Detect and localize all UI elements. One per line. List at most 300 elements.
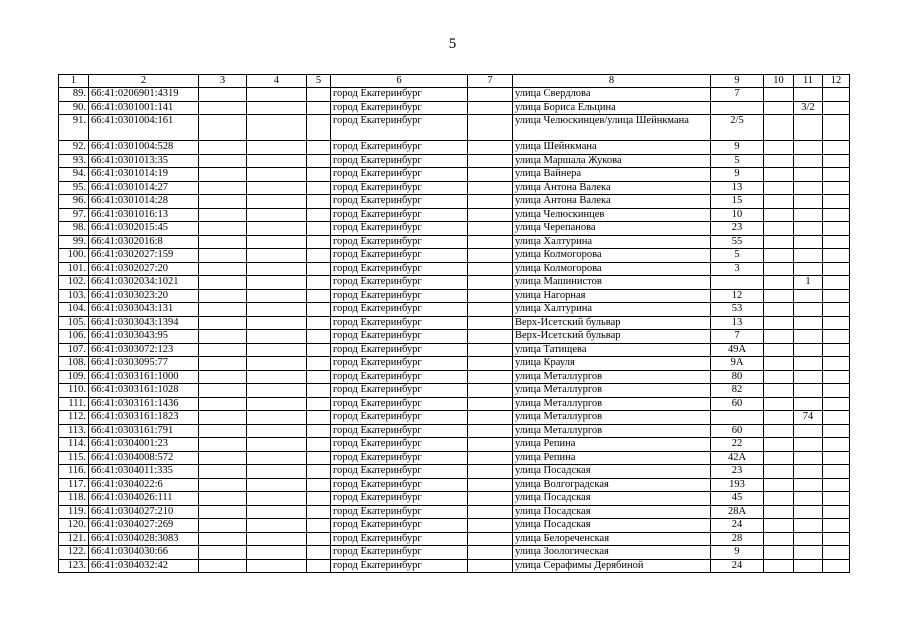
house-number-cell: 7 <box>711 88 764 102</box>
cadastral-number-cell: 66:41:0304008:572 <box>89 451 199 465</box>
row-number-cell: 111. <box>59 397 89 411</box>
cadastral-number-cell: 66:41:0301013:35 <box>89 154 199 168</box>
building-number-cell <box>794 262 823 276</box>
table-row <box>59 370 850 384</box>
row-number-cell: 102. <box>59 276 89 290</box>
building-number-cell <box>794 424 823 438</box>
city-cell: город Екатеринбург <box>331 316 468 330</box>
col10-cell <box>764 101 794 115</box>
col5-cell <box>307 492 331 506</box>
col7-cell <box>468 370 513 384</box>
house-number-cell: 5 <box>711 249 764 263</box>
city-cell: город Екатеринбург <box>331 451 468 465</box>
street-cell: улица Волгоградская <box>513 478 711 492</box>
col5-cell <box>307 397 331 411</box>
street-cell: улица Металлургов <box>513 411 711 425</box>
house-number-cell <box>711 101 764 115</box>
table-row <box>59 546 850 560</box>
row-number-cell: 101. <box>59 262 89 276</box>
building-number-cell <box>794 532 823 546</box>
col3-cell <box>199 141 247 155</box>
column-header-3: 3 <box>199 75 247 88</box>
street-cell: улица Халтурина <box>513 303 711 317</box>
column-header-12: 12 <box>823 75 850 88</box>
table-row <box>59 343 850 357</box>
col7-cell <box>468 505 513 519</box>
building-number-cell <box>794 222 823 236</box>
col10-cell <box>764 343 794 357</box>
col12-cell <box>823 303 850 317</box>
col4-cell <box>247 330 307 344</box>
col4-cell <box>247 222 307 236</box>
col12-cell <box>823 262 850 276</box>
col4-cell <box>247 303 307 317</box>
col4-cell <box>247 411 307 425</box>
col10-cell <box>764 88 794 102</box>
col12-cell <box>823 357 850 371</box>
col12-cell <box>823 141 850 155</box>
col5-cell <box>307 519 331 533</box>
col3-cell <box>199 492 247 506</box>
building-number-cell <box>794 249 823 263</box>
street-cell: улица Посадская <box>513 505 711 519</box>
col12-cell <box>823 330 850 344</box>
col3-cell <box>199 181 247 195</box>
row-number-cell: 117. <box>59 478 89 492</box>
col10-cell <box>764 451 794 465</box>
city-cell: город Екатеринбург <box>331 397 468 411</box>
col4-cell <box>247 384 307 398</box>
table-row <box>59 559 850 573</box>
city-cell: город Екатеринбург <box>331 195 468 209</box>
col5-cell <box>307 168 331 182</box>
building-number-cell: 3/2 <box>794 101 823 115</box>
house-number-cell: 9 <box>711 141 764 155</box>
house-number-cell: 24 <box>711 559 764 573</box>
row-number-cell: 106. <box>59 330 89 344</box>
col4-cell <box>247 276 307 290</box>
row-number-cell: 109. <box>59 370 89 384</box>
cadastral-number-cell: 66:41:0304022:6 <box>89 478 199 492</box>
col3-cell <box>199 411 247 425</box>
city-cell: город Екатеринбург <box>331 330 468 344</box>
col7-cell <box>468 384 513 398</box>
city-cell: город Екатеринбург <box>331 168 468 182</box>
cadastral-number-cell: 66:41:0303043:95 <box>89 330 199 344</box>
col5-cell <box>307 115 331 141</box>
city-cell: город Екатеринбург <box>331 141 468 155</box>
col4-cell <box>247 424 307 438</box>
table-row <box>59 154 850 168</box>
col5-cell <box>307 208 331 222</box>
col5-cell <box>307 343 331 357</box>
col3-cell <box>199 559 247 573</box>
col10-cell <box>764 478 794 492</box>
row-number-cell: 107. <box>59 343 89 357</box>
col4-cell <box>247 168 307 182</box>
table-row <box>59 316 850 330</box>
col5-cell <box>307 424 331 438</box>
col4-cell <box>247 235 307 249</box>
house-number-cell: 24 <box>711 519 764 533</box>
street-cell: улица Шейнкмана <box>513 141 711 155</box>
column-header-1: 1 <box>59 75 89 88</box>
col3-cell <box>199 316 247 330</box>
building-number-cell: 74 <box>794 411 823 425</box>
building-number-cell <box>794 303 823 317</box>
row-number-cell: 96. <box>59 195 89 209</box>
street-cell: улица Металлургов <box>513 397 711 411</box>
col3-cell <box>199 370 247 384</box>
row-number-cell: 110. <box>59 384 89 398</box>
col4-cell <box>247 262 307 276</box>
city-cell: город Екатеринбург <box>331 262 468 276</box>
table-row <box>59 235 850 249</box>
cadastral-number-cell: 66:41:0304030:66 <box>89 546 199 560</box>
col10-cell <box>764 546 794 560</box>
header-row <box>59 75 850 88</box>
col7-cell <box>468 438 513 452</box>
house-number-cell: 15 <box>711 195 764 209</box>
building-number-cell <box>794 88 823 102</box>
col3-cell <box>199 330 247 344</box>
city-cell: город Екатеринбург <box>331 235 468 249</box>
col3-cell <box>199 168 247 182</box>
street-cell: улица Белореченская <box>513 532 711 546</box>
city-cell: город Екатеринбург <box>331 303 468 317</box>
row-number-cell: 123. <box>59 559 89 573</box>
col5-cell <box>307 141 331 155</box>
table-row <box>59 357 850 371</box>
city-cell: город Екатеринбург <box>331 208 468 222</box>
table-row <box>59 330 850 344</box>
col7-cell <box>468 289 513 303</box>
col7-cell <box>468 141 513 155</box>
building-number-cell <box>794 519 823 533</box>
cadastral-number-cell: 66:41:0302015:45 <box>89 222 199 236</box>
row-number-cell: 112. <box>59 411 89 425</box>
table-row <box>59 88 850 102</box>
col12-cell <box>823 465 850 479</box>
city-cell: город Екатеринбург <box>331 181 468 195</box>
house-number-cell <box>711 276 764 290</box>
cadastral-number-cell: 66:41:0303161:1000 <box>89 370 199 384</box>
col10-cell <box>764 465 794 479</box>
col12-cell <box>823 316 850 330</box>
building-number-cell <box>794 316 823 330</box>
col10-cell <box>764 330 794 344</box>
col5-cell <box>307 370 331 384</box>
street-cell: Верх-Исетский бульвар <box>513 330 711 344</box>
col7-cell <box>468 208 513 222</box>
street-cell: улица Колмогорова <box>513 249 711 263</box>
col4-cell <box>247 532 307 546</box>
table-row <box>59 478 850 492</box>
cadastral-number-cell: 66:41:0303161:1823 <box>89 411 199 425</box>
house-number-cell: 60 <box>711 424 764 438</box>
col12-cell <box>823 249 850 263</box>
cadastral-number-cell: 66:41:0303095:77 <box>89 357 199 371</box>
col7-cell <box>468 88 513 102</box>
street-cell: улица Металлургов <box>513 370 711 384</box>
col10-cell <box>764 289 794 303</box>
column-header-11: 11 <box>794 75 823 88</box>
col7-cell <box>468 532 513 546</box>
city-cell: город Екатеринбург <box>331 101 468 115</box>
col7-cell <box>468 424 513 438</box>
col5-cell <box>307 88 331 102</box>
col12-cell <box>823 208 850 222</box>
house-number-cell: 22 <box>711 438 764 452</box>
street-cell: улица Черепанова <box>513 222 711 236</box>
col5-cell <box>307 235 331 249</box>
col4-cell <box>247 451 307 465</box>
col3-cell <box>199 195 247 209</box>
col4-cell <box>247 370 307 384</box>
col3-cell <box>199 115 247 141</box>
col4-cell <box>247 438 307 452</box>
col12-cell <box>823 384 850 398</box>
column-header-7: 7 <box>468 75 513 88</box>
col4-cell <box>247 505 307 519</box>
table-row <box>59 438 850 452</box>
street-cell: улица Нагорная <box>513 289 711 303</box>
col10-cell <box>764 411 794 425</box>
city-cell: город Екатеринбург <box>331 465 468 479</box>
cadastral-number-cell: 66:41:0301004:161 <box>89 115 199 141</box>
col5-cell <box>307 532 331 546</box>
table-row <box>59 208 850 222</box>
col12-cell <box>823 411 850 425</box>
building-number-cell: 1 <box>794 276 823 290</box>
row-number-cell: 97. <box>59 208 89 222</box>
city-cell: город Екатеринбург <box>331 222 468 236</box>
col10-cell <box>764 492 794 506</box>
city-cell: город Екатеринбург <box>331 559 468 573</box>
row-number-cell: 114. <box>59 438 89 452</box>
row-number-cell: 100. <box>59 249 89 263</box>
house-number-cell: 23 <box>711 222 764 236</box>
street-cell: улица Антона Валека <box>513 181 711 195</box>
house-number-cell: 9 <box>711 168 764 182</box>
cadastral-number-cell: 66:41:0304001:23 <box>89 438 199 452</box>
col4-cell <box>247 141 307 155</box>
col10-cell <box>764 519 794 533</box>
col10-cell <box>764 357 794 371</box>
row-number-cell: 95. <box>59 181 89 195</box>
col4-cell <box>247 519 307 533</box>
table-row <box>59 262 850 276</box>
col10-cell <box>764 303 794 317</box>
col10-cell <box>764 181 794 195</box>
col3-cell <box>199 438 247 452</box>
col12-cell <box>823 181 850 195</box>
house-number-cell: 55 <box>711 235 764 249</box>
col12-cell <box>823 289 850 303</box>
row-number-cell: 115. <box>59 451 89 465</box>
table-row <box>59 276 850 290</box>
row-number-cell: 122. <box>59 546 89 560</box>
house-number-cell: 193 <box>711 478 764 492</box>
col7-cell <box>468 316 513 330</box>
house-number-cell: 45 <box>711 492 764 506</box>
cadastral-number-cell: 66:41:0304027:210 <box>89 505 199 519</box>
col7-cell <box>468 235 513 249</box>
col5-cell <box>307 411 331 425</box>
table-row <box>59 384 850 398</box>
street-cell: улица Колмогорова <box>513 262 711 276</box>
row-number-cell: 103. <box>59 289 89 303</box>
col12-cell <box>823 276 850 290</box>
column-header-10: 10 <box>764 75 794 88</box>
table-row <box>59 289 850 303</box>
row-number-cell: 104. <box>59 303 89 317</box>
col5-cell <box>307 330 331 344</box>
table-row <box>59 249 850 263</box>
col10-cell <box>764 154 794 168</box>
house-number-cell: 42А <box>711 451 764 465</box>
street-cell: улица Посадская <box>513 492 711 506</box>
col10-cell <box>764 532 794 546</box>
row-number-cell: 121. <box>59 532 89 546</box>
col3-cell <box>199 249 247 263</box>
city-cell: город Екатеринбург <box>331 478 468 492</box>
col4-cell <box>247 289 307 303</box>
cadastral-number-cell: 66:41:0301014:27 <box>89 181 199 195</box>
col3-cell <box>199 478 247 492</box>
col10-cell <box>764 235 794 249</box>
col5-cell <box>307 478 331 492</box>
city-cell: город Екатеринбург <box>331 532 468 546</box>
cadastral-number-cell: 66:41:0303072:123 <box>89 343 199 357</box>
cadastral-number-cell: 66:41:0206901:4319 <box>89 88 199 102</box>
cadastral-number-cell: 66:41:0304028:3083 <box>89 532 199 546</box>
building-number-cell <box>794 181 823 195</box>
col5-cell <box>307 262 331 276</box>
street-cell: улица Татищева <box>513 343 711 357</box>
col10-cell <box>764 438 794 452</box>
building-number-cell <box>794 154 823 168</box>
house-number-cell: 80 <box>711 370 764 384</box>
house-number-cell: 13 <box>711 181 764 195</box>
street-cell: улица Свердлова <box>513 88 711 102</box>
street-cell: улица Челюскинцев/улица Шейнкмана <box>513 115 711 141</box>
cadastral-number-cell: 66:41:0301004:528 <box>89 141 199 155</box>
table-row <box>59 451 850 465</box>
city-cell: город Екатеринбург <box>331 357 468 371</box>
col4-cell <box>247 154 307 168</box>
col10-cell <box>764 316 794 330</box>
col4-cell <box>247 343 307 357</box>
street-cell: улица Серафимы Дерябиной <box>513 559 711 573</box>
col12-cell <box>823 546 850 560</box>
row-number-cell: 99. <box>59 235 89 249</box>
col3-cell <box>199 451 247 465</box>
col3-cell <box>199 235 247 249</box>
col5-cell <box>307 101 331 115</box>
col3-cell <box>199 154 247 168</box>
house-number-cell: 9 <box>711 546 764 560</box>
street-cell: улица Металлургов <box>513 384 711 398</box>
col4-cell <box>247 115 307 141</box>
city-cell: город Екатеринбург <box>331 519 468 533</box>
col7-cell <box>468 181 513 195</box>
city-cell: город Екатеринбург <box>331 88 468 102</box>
col7-cell <box>468 451 513 465</box>
table-row <box>59 168 850 182</box>
house-number-cell: 23 <box>711 465 764 479</box>
city-cell: город Екатеринбург <box>331 370 468 384</box>
col4-cell <box>247 195 307 209</box>
col12-cell <box>823 478 850 492</box>
col7-cell <box>468 546 513 560</box>
col7-cell <box>468 249 513 263</box>
street-cell: улица Репина <box>513 438 711 452</box>
col12-cell <box>823 424 850 438</box>
table-row <box>59 411 850 425</box>
city-cell: город Екатеринбург <box>331 438 468 452</box>
col5-cell <box>307 546 331 560</box>
row-number-cell: 118. <box>59 492 89 506</box>
table-body <box>59 88 850 573</box>
col10-cell <box>764 424 794 438</box>
building-number-cell <box>794 559 823 573</box>
city-cell: город Екатеринбург <box>331 343 468 357</box>
col7-cell <box>468 343 513 357</box>
house-number-cell: 13 <box>711 316 764 330</box>
col4-cell <box>247 546 307 560</box>
col3-cell <box>199 88 247 102</box>
table-row <box>59 397 850 411</box>
col7-cell <box>468 262 513 276</box>
col3-cell <box>199 289 247 303</box>
col7-cell <box>468 276 513 290</box>
cadastral-number-cell: 66:41:0303043:131 <box>89 303 199 317</box>
city-cell: город Екатеринбург <box>331 411 468 425</box>
col4-cell <box>247 181 307 195</box>
col10-cell <box>764 208 794 222</box>
col3-cell <box>199 101 247 115</box>
building-number-cell <box>794 208 823 222</box>
col3-cell <box>199 397 247 411</box>
city-cell: город Екатеринбург <box>331 154 468 168</box>
cadastral-number-cell: 66:41:0301016:13 <box>89 208 199 222</box>
street-cell: улица Крауля <box>513 357 711 371</box>
building-number-cell <box>794 438 823 452</box>
row-number-cell: 119. <box>59 505 89 519</box>
col10-cell <box>764 222 794 236</box>
col3-cell <box>199 343 247 357</box>
column-header-9: 9 <box>711 75 764 88</box>
col12-cell <box>823 492 850 506</box>
cadastral-number-cell: 66:41:0301001:141 <box>89 101 199 115</box>
col4-cell <box>247 492 307 506</box>
cadastral-number-cell: 66:41:0304027:269 <box>89 519 199 533</box>
col10-cell <box>764 262 794 276</box>
house-number-cell: 28 <box>711 532 764 546</box>
table-row <box>59 505 850 519</box>
col5-cell <box>307 249 331 263</box>
street-cell: улица Маршала Жукова <box>513 154 711 168</box>
cadastral-number-cell: 66:41:0302034:1021 <box>89 276 199 290</box>
building-number-cell <box>794 115 823 141</box>
col4-cell <box>247 249 307 263</box>
cadastral-number-cell: 66:41:0302027:159 <box>89 249 199 263</box>
col4-cell <box>247 208 307 222</box>
cadastral-number-cell: 66:41:0303161:1028 <box>89 384 199 398</box>
col10-cell <box>764 115 794 141</box>
col3-cell <box>199 519 247 533</box>
